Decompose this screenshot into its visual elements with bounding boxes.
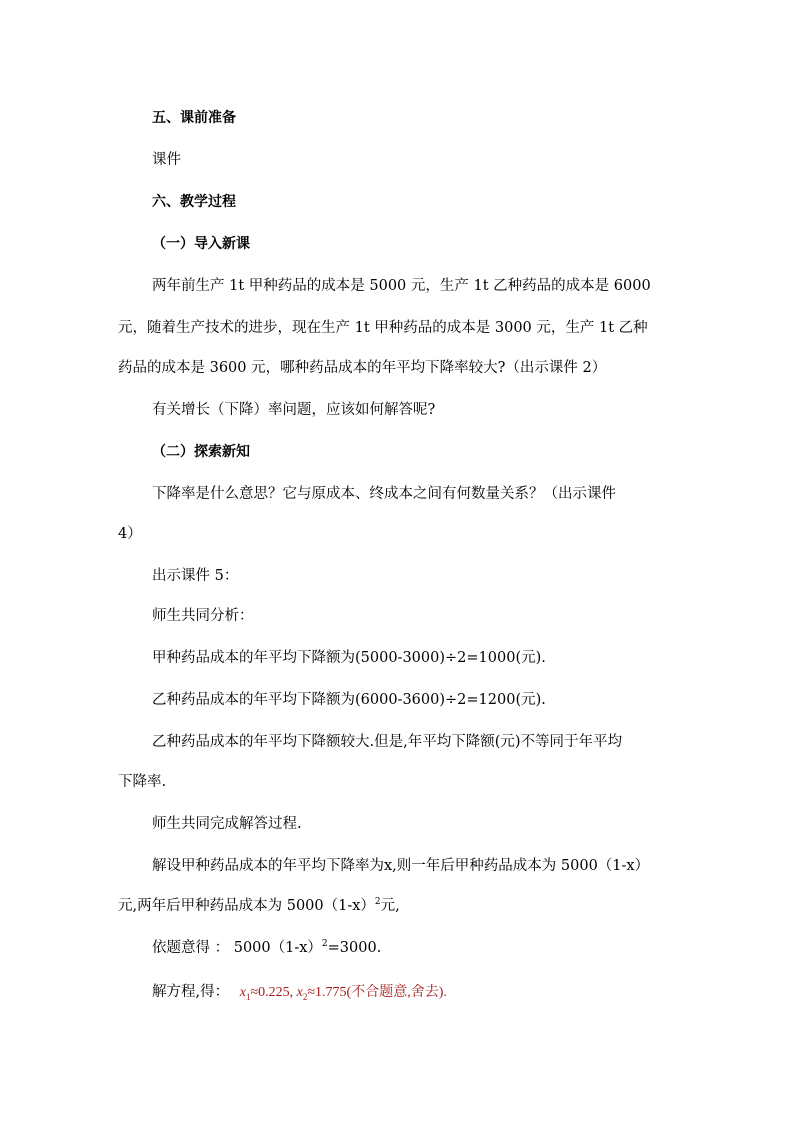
x1-value: ≈0.225, [250, 985, 294, 1000]
explore-question-line-1: 下降率是什么意思？它与原成本、终成本之间有何数量关系？（出示课件 [152, 486, 616, 502]
subsection-2-heading: （二）探索新知 [152, 444, 250, 460]
equation-text-b: =3000. [327, 940, 382, 956]
equation-line [152, 938, 381, 958]
comparison-line-2: 下降率. [118, 774, 167, 790]
setup-line-2 [118, 896, 400, 916]
equation-text-a: 依题意得 ： 5000（1-x） [152, 940, 322, 956]
equation-exponent: 2 [321, 939, 328, 950]
subsection-1-heading: （一）导入新课 [152, 236, 250, 252]
solve-label: 解方程,得： [152, 984, 230, 1000]
complete-solution-label: 师生共同完成解答过程. [152, 816, 302, 832]
section-5-body: 课件 [152, 152, 181, 168]
intro-paragraph-line-1: 两年前生产 1t 甲种药品的成本是 5000 元，生产 1t 乙种药品的成本是 6000 [152, 278, 651, 294]
setup-line-2-text-a: 元,两年后甲种药品成本为 5000（1-x） [118, 898, 375, 914]
section-5-heading: 五、课前准备 [152, 110, 236, 126]
calculation-a: 甲种药品成本的年平均下降额为(5000-3000)÷2=1000(元). [152, 650, 546, 666]
solve-line [152, 982, 447, 1003]
intro-paragraph-line-3: 药品的成本是 3600 元，哪种药品成本的年平均下降率较大?（出示课件 2） [118, 360, 607, 376]
explore-question-line-2: 4） [118, 526, 142, 542]
intro-paragraph-line-2: 元，随着生产技术的进步，现在生产 1t 甲种药品的成本是 3000 元，生产 1t 乙种 [118, 320, 648, 336]
solution-expression [240, 985, 447, 1000]
joint-analysis-label: 师生共同分析： [152, 608, 254, 624]
show-courseware-5: 出示课件 5： [152, 568, 239, 584]
setup-line-2-text-b: 元, [380, 898, 400, 914]
setup-line-1: 解设甲种药品成本的年平均下降率为x,则一年后甲种药品成本为 5000（1-x） [152, 858, 650, 874]
x1-subscript: 1 [245, 991, 251, 1002]
intro-question: 有关增长（下降）率问题，应该如何解答呢? [152, 402, 436, 418]
x1-variable: x [239, 985, 246, 1000]
calculation-b: 乙种药品成本的年平均下降额为(6000-3600)÷2=1200(元). [152, 692, 546, 708]
x2-value: ≈1.775(不合题意,舍去). [307, 985, 447, 1000]
setup-exponent: 2 [374, 897, 381, 908]
comparison-line-1: 乙种药品成本的年平均下降额较大.但是,年平均下降额(元)不等同于年平均 [152, 734, 623, 750]
x2-subscript: 2 [302, 991, 308, 1002]
x2-variable: x [296, 985, 303, 1000]
section-6-heading: 六、教学过程 [152, 194, 236, 210]
